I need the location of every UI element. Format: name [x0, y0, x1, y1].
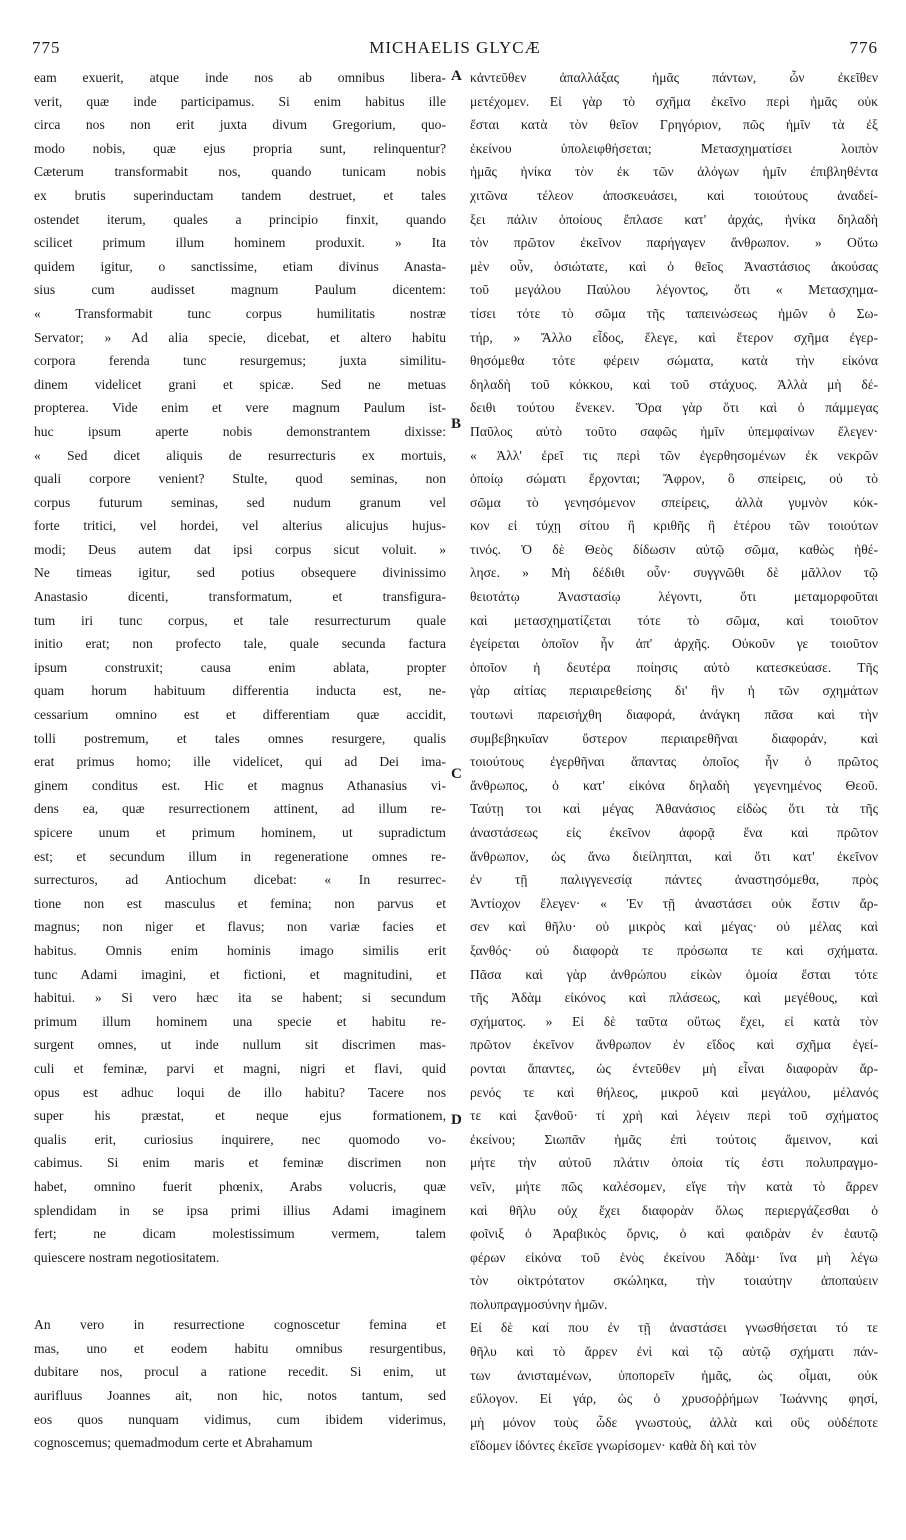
text-line: mas, uno et eodem habitu omnibus resurgentibus,: [34, 1340, 446, 1356]
text-line: quam horum habituum differentia inducta est, ne-: [34, 683, 446, 699]
right-page-number: 776: [849, 38, 878, 57]
text-line: Cæterum transformabit nos, quando tunicam nobis: [34, 164, 446, 180]
text-line: Πᾶσα καὶ γὰρ ἀνθρώπου εἰκὼν ὁμοία ἔσται τότε: [470, 966, 878, 982]
text-line: modo nobis, quæ ejus propria sunt, relinquentur?: [34, 140, 446, 156]
text-line: habitus. Omnis enim hominis imago similis erit: [34, 942, 446, 958]
text-line: dens ea, quæ resurrectionem attinent, ad illum re-: [34, 801, 446, 817]
text-line: ostendet iterum, quales a principio finxit, quando: [34, 211, 446, 227]
text-line: ἄνθρωπον, ὡς ἄνω διείληπται, καὶ ὅτι κατ' ἐκεῖνον: [470, 848, 878, 864]
text-line: super his præstat, et neque ejus formationem,: [34, 1108, 446, 1124]
text-line: An vero in resurrectione cognoscetur femina et: [34, 1317, 446, 1333]
text-line: huc ipsum aperte nobis demonstrantem dixisse:: [34, 423, 446, 439]
text-line: θῆλυ καὶ τὸ ἄρρεν ἐνὶ καὶ τῷ αὐτῷ σχήματι πάν-: [470, 1344, 878, 1360]
text-line: ἡμᾶς ἡνίκα τὸν ἐκ τῶν ἀλόγων ἡμῖν ἐπιβληθέντα: [470, 164, 878, 180]
text-line: γὰρ αἰτίας περιαιρεθείσης δι' ἣν ἡ τῶν σχημάτων: [470, 683, 878, 699]
text-line: fert; ne dicam molestissimum vermem, talem: [34, 1226, 446, 1242]
text-line: eam exuerit, atque inde nos ab omnibus libera-: [34, 70, 446, 85]
text-line: tione non est masculus et femina; non parvus et: [34, 895, 446, 911]
text-line: erat primus homo; ille videlicet, qui ad Dei ima-: [34, 754, 446, 770]
text-line: κἀντεῦθεν ἀπαλλάξας ἡμᾶς πάντων, ὧν ἐκεῖθεν: [470, 70, 878, 85]
text-line: ἐγείρεται ὁποῖον ἦν ἀπ' ἀρχῆς. Οὐκοῦν γε τοιοῦτον: [470, 636, 878, 652]
text-line: ἐκείνου ὑπολειφθήσεται; Μετασχηματίσει λοιπὸν: [470, 140, 878, 156]
section-marker-a: A: [451, 68, 462, 84]
text-line: φοῖνιξ ὁ Ἀραβικὸς ὄρνις, ὁ καὶ φαιδρὰν ἐν ἑαυτῷ: [470, 1226, 878, 1242]
text-line: propterea. Vide enim et vere magnum Paulum ist-: [34, 400, 446, 416]
text-line: φέρων εἰκόνα τοῦ ἑνὸς ἐκείνου Ἀδὰμ· ἵνα μὴ λέγω: [470, 1249, 878, 1265]
paragraph-gap: [34, 1269, 446, 1313]
text-line: Παῦλος αὐτὸ τοῦτο σαφῶς ἡμῖν ὑπεμφαίνων ἔλεγεν·: [470, 423, 878, 439]
greek-column: [470, 66, 878, 1458]
text-line: Ne timeas igitur, sed potius obsequere divinissimo: [34, 565, 446, 581]
text-line: tunc Adami imagini, et fictioni, et magnitudini, et: [34, 966, 446, 982]
text-line: forte tritici, vel hordei, vel alterius alicujus hujus-: [34, 518, 446, 534]
text-line: « Transformabit tunc corpus humilitatis nostræ: [34, 305, 446, 321]
text-line: circa nos non erit juxta divum Gregorium, quo-: [34, 117, 446, 133]
text-line: συμβεβηκυῖαν ὕστερον περιαιρεθῆναι διαφοράν, καὶ: [470, 730, 878, 746]
text-line: δηλαδὴ τοῦ κόκκου, καὶ τοῦ στάχυος. Ἀλλὰ μὴ δέ-: [470, 376, 878, 392]
text-line: opus est adhuc loqui de illo habitu? Tacere nos: [34, 1084, 446, 1100]
text-line: quiescere nostram negotiositatem.: [34, 1249, 220, 1265]
text-line: ἐν τῇ παλιγγενεσίᾳ πάντες ἀναστησόμεθα, πρὸς: [470, 872, 878, 888]
text-line: πρῶτον ἐκεῖνον ἄνθρωπον ἐν εἴδος καὶ σχῆμα ἐγεί-: [470, 1037, 878, 1053]
text-line: surgent omnes, ut inde nullum sit discrimen mas-: [34, 1037, 446, 1053]
text-line: τινός. Ὁ δὲ Θεὸς δίδωσιν αὐτῷ σῶμα, καθὼς ἠθέ-: [470, 541, 878, 557]
text-line: primum illum hominem una specie et habitu re-: [34, 1013, 446, 1029]
section-marker-c: C: [451, 766, 462, 782]
text-line: tum iri tunc corpus, et tale resurrecturum quale: [34, 612, 446, 628]
text-line: ρονται ἅπαντες, ὡς ἐντεῦθεν μὴ εἶναι διαφορὰν ἄρ-: [470, 1060, 878, 1076]
text-line: qualis erit, curiosius inquirere, nec quomodo vo-: [34, 1131, 446, 1147]
text-line: καὶ θῆλυ οὐχ ἔχει διαφορὰν ὅλως περιεργάζεσθαι ὁ: [470, 1202, 878, 1218]
text-line: εἴδομεν ἰδόντες ἐκεῖσε γνωρίσομεν· καθὰ δὴ καὶ τὸν: [470, 1438, 757, 1454]
text-line: τῆς Ἀδὰμ εἰκόνος καὶ πλάσεως, καὶ μεγέθους, καὶ: [470, 990, 878, 1006]
text-line: tolli postremum, et tales omnes resurgere, qualis: [34, 730, 446, 746]
text-line: habet, omnino fuerit phœnix, Arabs volucris, quæ: [34, 1178, 446, 1194]
text-line: εὔλογον. Εἰ γάρ, ὡς ὁ χρυσοῤῥήμων Ἰωάννης φησί,: [470, 1391, 878, 1407]
text-line: ἐκείνου; Σιωπᾶν ἡμᾶς ἐπὶ τούτοις ἄμεινον, καὶ: [470, 1131, 878, 1147]
text-line: ἄνθρωπος, ὁ κατ' εἰκόνα δηλαδὴ γεγενημένος Θεοῦ.: [470, 777, 878, 793]
text-line: Servator; » Ad alia specie, dicebat, et altero habitu: [34, 329, 446, 345]
text-line: τὸν πρῶτον ἐκεῖνον παρήγαγεν ἄνθρωπον. » Οὕτω: [470, 235, 878, 251]
text-line: τουτωνὶ παρεισήχθη διαφορά, ἀνάγκη πᾶσα καὶ τὴν: [470, 707, 878, 723]
text-line: ἀναστάσεως εἰς ἐκεῖνον ἀφορᾷ ἕνα καὶ πρῶτον: [470, 825, 878, 840]
text-line: των ἀνισταμένων, ὑποπορεῖν ἡμᾶς, ὡς οἶμαι, οὐκ: [470, 1367, 878, 1383]
text-line: Ταύτῃ τοι καὶ μέγας Ἀθανάσιος εἰδὼς ὅτι τὰ τῆς: [470, 801, 878, 817]
text-line: scilicet primum illum hominem produxit. » Ita: [34, 235, 446, 251]
page-header: [32, 38, 878, 60]
text-line: ὁποίῳ σώματι ἔρχονται; Ἄφρον, ὃ σπείρεις, οὐ τὸ: [470, 471, 878, 487]
text-line: spicere unum et primum hominem, ut supradictum: [34, 825, 446, 840]
text-line: τήρ, » Ἄλλο εἶδος, ἔλεγε, καὶ ἕτερον σχῆμα ἐγερ-: [470, 329, 878, 345]
text-line: χιτῶνα τέλεον ἀποσκευάσει, καὶ τοιούτους ἀναδεί-: [470, 187, 878, 203]
text-line: θειοτάτῳ Ἀναστασίῳ λέγοντι, ὅτι μεταμορφοῦται: [470, 589, 878, 605]
text-line: corpora ferenda tunc resurgemus; juxta similitu-: [34, 353, 446, 369]
text-line: initio erat; non profecto tale, quale secunda factura: [34, 636, 446, 652]
text-line: aurifluus Joannes ait, non hic, notos tantum, sed: [34, 1388, 446, 1404]
text-line: σεν καὶ θῆλυ· οὐ μικρὸς καὶ μέγας· οὐ μέλας καὶ: [470, 919, 878, 935]
text-line: καὶ μετασχηματίζεται τότε τὸ σῶμα, καὶ τοιοῦτον: [470, 612, 878, 628]
text-line: Ἀντίοχον ἔλεγεν· « Ἐν τῇ ἀναστάσει οὐκ ἔστιν ἄρ-: [470, 895, 878, 911]
text-line: σχήματος. » Εἰ δὲ ταῦτα οὕτως ἔχει, εἰ κατὰ τὸν: [470, 1013, 878, 1029]
text-line: τε καὶ ξανθοῦ· τί χρὴ καὶ λέγειν περὶ τοῦ σχήματος: [470, 1108, 878, 1124]
text-line: τίσει τότε τὸ σῶμα τῆς ταπεινώσεως ἡμῶν ὁ Σω-: [470, 305, 878, 321]
left-page-number: 775: [32, 38, 61, 57]
text-line: eos quos nunquam vidimus, cum ibidem viderimus,: [34, 1411, 446, 1427]
running-title: MICHAELIS GLYCÆ: [369, 38, 541, 57]
text-line: modi; Deus autem dat ipsi corpus sicut voluit. »: [34, 541, 446, 557]
text-line: θησόμεθα τότε φέρειν σώματα, κατὰ τὴν εἰκόνα: [470, 353, 878, 369]
text-line: ginem conditus est. Hic et magnus Athanasius vi-: [34, 777, 446, 793]
text-line: πολυπραγμοσύνην ἡμῶν.: [470, 1296, 608, 1312]
text-line: verit, quæ inde participamus. Si enim habitus ille: [34, 93, 446, 109]
latin-column: [34, 66, 446, 1455]
section-marker-b: B: [451, 416, 462, 432]
text-line: ρενός τε καὶ θήλεος, μικροῦ καὶ μεγάλου, μέλανός: [470, 1084, 878, 1100]
text-line: ξανθός· οὐ διαφορὰ τε πρόσωπα τε καὶ σχήματα.: [470, 942, 878, 958]
text-line: τοιούτους ἐγερθῆναι ἅπαντας ὁποῖος ἦν ὁ πρῶτος: [470, 754, 878, 770]
text-line: est; et secundum illum in regeneratione omnes re-: [34, 848, 446, 864]
text-line: ξει πάλιν ὁποίους ἔπλασε κατ' ἀρχάς, ἡνίκα δηλαδὴ: [470, 211, 878, 227]
text-line: μὴ μόνον τοὺς ὧδε γνωστούς, ἀλλὰ καὶ οὓς οὐδέποτε: [470, 1414, 878, 1430]
text-line: cessarium omnino est et differentiam quæ accidit,: [34, 707, 446, 723]
text-line: τοῦ μεγάλου Παύλου λέγοντος, ὅτι « Μετασχημα-: [470, 282, 878, 298]
text-line: quali corpore venient? Stulte, quod seminas, non: [34, 471, 446, 487]
text-line: habitui. » Si vero hæc ita se habent; si secundum: [34, 990, 446, 1006]
text-line: « Ἀλλ' ἐρεῖ τις περὶ τῶν ἐγερθησομένων ἐκ νεκρῶν: [470, 447, 878, 463]
text-line: culi et feminæ, parvi et magni, nigri et flavi, quid: [34, 1060, 446, 1076]
text-line: ipsum construxit; causa enim ablata, propter: [34, 659, 446, 675]
text-line: « Sed dicet aliquis de resurrecturis ex mortuis,: [34, 447, 446, 463]
text-line: splendidam in se ipsa primi illius Adami imaginem: [34, 1202, 446, 1218]
text-line: Εἰ δὲ καί που ἐν τῇ ἀναστάσει γνωσθήσεται τό τε: [470, 1320, 878, 1336]
text-line: dubitare nos, procul a ratione recedit. Si enim, ut: [34, 1364, 446, 1380]
text-line: σῶμα τὸ γενησόμενον σπείρεις, ἀλλὰ γυμνὸν κόκ-: [470, 494, 878, 510]
text-line: νεῖν, μήτε πῶς καλέσομεν, εἴγε τὴν κατὰ τὸ ἄρρεν: [470, 1178, 878, 1194]
text-line: Anastasio dicenti, transformatum, et transfigura-: [34, 589, 446, 605]
text-line: sius cum audisset magnum Paulum dicentem:: [34, 282, 446, 298]
text-line: ὁποῖον ἡ δευτέρα ποίησις αὐτὸ κατεσκεύασε. Τῆς: [470, 659, 878, 675]
text-line: δειθι τούτου ἕνεκεν. Ὅρα γὰρ ὅτι καὶ ὁ πάμμεγας: [470, 400, 878, 416]
text-line: magnus; non niger et flavus; non variæ facies et: [34, 919, 446, 935]
text-line: dinem videlicet grani et spicæ. Sed ne metuas: [34, 376, 446, 392]
text-line: quidem igitur, o sanctissime, etiam divinus Anasta-: [34, 258, 446, 274]
text-line: cognoscemus; quemadmodum certe et Abrahamum: [34, 1435, 313, 1451]
text-line: μετέχομεν. Εἰ γὰρ τὸ σχῆμα ἐκεῖνο περὶ ἡμᾶς οὐκ: [470, 93, 878, 109]
text-line: surrecturos, ad Antiochum dicebat: « In resurrec-: [34, 872, 446, 888]
text-line: κον εἰ τύχῃ σίτου ἢ κριθῆς ἢ ἑτέρου τῶν τοιούτων: [470, 518, 878, 534]
text-line: μήτε τὴν αὐτοῦ πλάτιν ὁποία τίς ἐστι πολυπραγμο-: [470, 1155, 878, 1171]
text-line: corpus futurum seminas, sed nudum granum vel: [34, 494, 446, 510]
section-marker-d: D: [451, 1112, 462, 1128]
text-line: ex brutis superinductam tandem destruet, et tales: [34, 187, 446, 203]
text-line: ἔσται κατὰ τὸν θεῖον Γρηγόριον, πῶς ἡμῖν τὰ ἐξ: [470, 117, 878, 133]
text-line: cabimus. Si enim maris et feminæ discrimen non: [34, 1155, 446, 1171]
text-line: τὸν οἰκτρότατον σκώληκα, τὴν τοιαύτην ἀποπαύειν: [470, 1273, 878, 1289]
text-line: λησε. » Μὴ δέδιθι οὖν· συγγνῶθι δὲ μᾶλλον τῷ: [470, 565, 878, 581]
text-line: μὲν οὖν, ὁσιώτατε, καὶ ὁ θεῖος Ἀναστάσιος ἀκούσας: [470, 258, 878, 274]
